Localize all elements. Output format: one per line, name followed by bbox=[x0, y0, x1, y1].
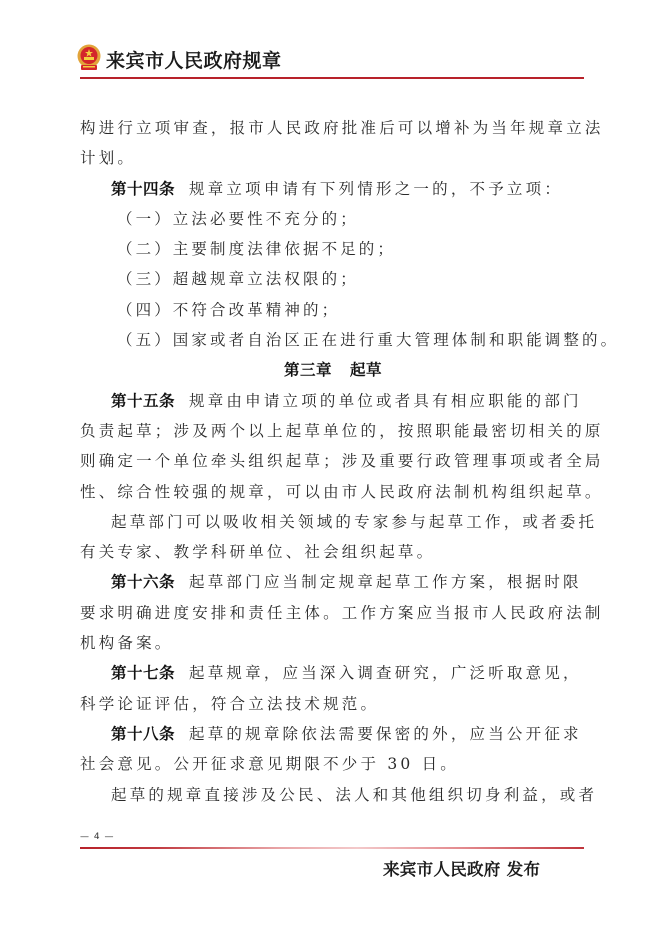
article-text: 起草部门应当制定规章起草工作方案，根据时限 bbox=[189, 573, 582, 592]
text-line: 机构备案。 bbox=[80, 634, 174, 653]
document-series-title: 来宾市人民政府规章 bbox=[106, 50, 282, 72]
text-line: 负责起草；涉及两个以上起草单位的，按照职能最密切相关的原 bbox=[80, 421, 604, 440]
article-text: 规章立项申请有下列情形之一的，不予立项： bbox=[189, 179, 564, 198]
publisher-label: 来宾市人民政府 发布 bbox=[383, 860, 541, 879]
list-item: （四）不符合改革精神的； bbox=[117, 300, 341, 319]
article-15 bbox=[80, 386, 586, 416]
chapter-title: 起草 bbox=[350, 361, 383, 380]
article-text: 起草规章，应当深入调查研究，广泛听取意见， bbox=[189, 664, 582, 683]
article-number: 第十八条 bbox=[111, 724, 176, 743]
article-number: 第十七条 bbox=[111, 664, 176, 683]
article-text: 起草的规章除依法需要保密的外，应当公开征求 bbox=[189, 724, 582, 743]
chapter-number: 第三章 bbox=[283, 361, 332, 380]
text-line: 科学论证评估，符合立法技术规范。 bbox=[80, 694, 380, 713]
article-number: 第十六条 bbox=[111, 573, 176, 592]
paragraph-line: 起草的规章直接涉及公民、法人和其他组织切身利益，或者 bbox=[111, 785, 598, 804]
text-line: 构进行立项审查，报市人民政府批准后可以增补为当年规章立法 bbox=[80, 119, 604, 137]
article-16 bbox=[80, 567, 586, 597]
paragraph-line: 起草部门可以吸收相关领域的专家参与起草工作，或者委托 bbox=[111, 512, 598, 531]
article-number: 第十四条 bbox=[111, 179, 176, 198]
text-line: 社会意见。公开征求意见期限不少于 30 日。 bbox=[80, 755, 459, 774]
article-17 bbox=[80, 658, 586, 688]
article-text: 规章由申请立项的单位或者具有相应职能的部门 bbox=[189, 391, 582, 410]
document-header bbox=[76, 42, 586, 82]
article-18 bbox=[80, 719, 586, 749]
header-divider bbox=[80, 77, 584, 79]
list-item: （五）国家或者自治区正在进行重大管理体制和职能调整的。 bbox=[117, 331, 620, 350]
article-14 bbox=[80, 174, 586, 204]
text-line: 则确定一个单位牵头组织起草；涉及重要行政管理事项或者全局 bbox=[80, 452, 604, 471]
text-line: 要求明确进度安排和责任主体。工作方案应当报市人民政府法制 bbox=[80, 603, 604, 622]
page-number: — 4 — bbox=[80, 832, 115, 842]
list-item: （三）超越规章立法权限的； bbox=[117, 270, 359, 289]
article-number: 第十五条 bbox=[111, 391, 176, 410]
document-body bbox=[80, 113, 620, 810]
footer-divider bbox=[80, 847, 584, 849]
list-item: （二）主要制度法律依据不足的； bbox=[117, 240, 397, 259]
text-line: 性、综合性较强的规章，可以由市人民政府法制机构组织起草。 bbox=[80, 482, 604, 501]
national-emblem-icon bbox=[76, 44, 102, 72]
text-line: 有关专家、教学科研单位、社会组织起草。 bbox=[80, 543, 436, 562]
list-item: （一）立法必要性不充分的； bbox=[117, 209, 359, 228]
text-line: 计划。 bbox=[80, 149, 137, 168]
chapter-heading bbox=[80, 355, 586, 385]
